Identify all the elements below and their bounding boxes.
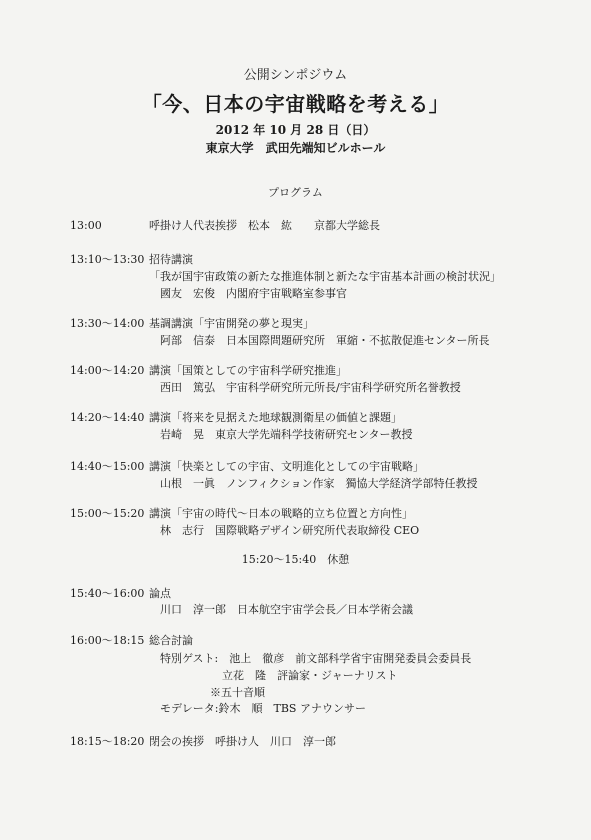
program-heading: プログラム — [268, 186, 323, 199]
session-speaker: 山根 一眞 ノンフィクション作家 獨協大学経済学部特任教授 — [160, 477, 478, 490]
session-time: 14:40～15:00 — [70, 460, 145, 473]
event-venue: 東京大学 武田先端知ビルホール — [205, 141, 386, 155]
session-text: 総合討論 — [149, 634, 193, 647]
session-text: 論点 — [149, 587, 171, 600]
session-time: 13:00 — [70, 219, 102, 232]
session-text: 呼掛け人代表挨拶 松本 紘 京都大学総長 — [149, 219, 380, 232]
session-time: 15:00～15:20 — [70, 507, 145, 520]
session-text: 招待講演 — [149, 253, 193, 266]
session-moderator: モデレータ:鈴木 順 TBS アナウンサー — [160, 702, 366, 715]
session-guest: 特別ゲスト: 池上 徹彦 前文部科学省宇宙開発委員会委員長 — [160, 652, 472, 665]
session-speaker: 川口 淳一郎 日本航空宇宙学会長／日本学術会議 — [160, 603, 413, 616]
session-time: 18:15～18:20 — [70, 735, 145, 748]
session-speaker: 國友 宏俊 内閣府宇宙戦略室参事官 — [160, 287, 347, 300]
session-time: 13:10～13:30 — [70, 253, 145, 266]
session-guest: 立花 隆 評論家・ジャーナリスト — [222, 669, 398, 682]
session-text: 閉会の挨拶 呼掛け人 川口 淳一郎 — [149, 735, 336, 748]
session-time: 15:40～16:00 — [70, 587, 145, 600]
session-note: ※五十音順 — [210, 686, 265, 699]
session-time: 16:00～18:15 — [70, 634, 145, 647]
session-text: 講演「宇宙の時代～日本の戦略的立ち位置と方向性」 — [149, 507, 413, 520]
break-line: 15:20～15:40 休憩 — [241, 553, 350, 566]
symposium-title: 「今、日本の宇宙戦略を考える」 — [141, 92, 450, 116]
session-text: 講演「国策としての宇宙科学研究推進」 — [149, 364, 347, 377]
session-speaker: 林 志行 国際戦略デザイン研究所代表取締役 CEO — [160, 524, 420, 537]
session-time: 14:20～14:40 — [70, 411, 145, 424]
session-speaker: 岩崎 晃 東京大学先端科学技術研究センター教授 — [160, 428, 413, 441]
session-text: 講演「快楽としての宇宙、文明進化としての宇宙戦略」 — [149, 460, 424, 473]
event-date: 2012 年 10 月 28 日（日） — [215, 123, 376, 137]
session-time: 13:30～14:00 — [70, 317, 145, 330]
session-text: 「我が国宇宙政策の新たな推進体制と新たな宇宙基本計画の検討状況」 — [149, 270, 501, 283]
session-text: 基調講演「宇宙開発の夢と現実」 — [149, 317, 314, 330]
session-speaker: 阿部 信泰 日本国際問題研究所 軍縮・不拡散促進センター所長 — [160, 334, 490, 347]
session-speaker: 西田 篤弘 宇宙科学研究所元所長/宇宙科学研究所名誉教授 — [160, 381, 461, 394]
symposium-type: 公開シンポジウム — [243, 68, 348, 83]
session-text: 講演「将来を見据えた地球観測衛星の価値と課題」 — [149, 411, 402, 424]
session-time: 14:00～14:20 — [70, 364, 145, 377]
